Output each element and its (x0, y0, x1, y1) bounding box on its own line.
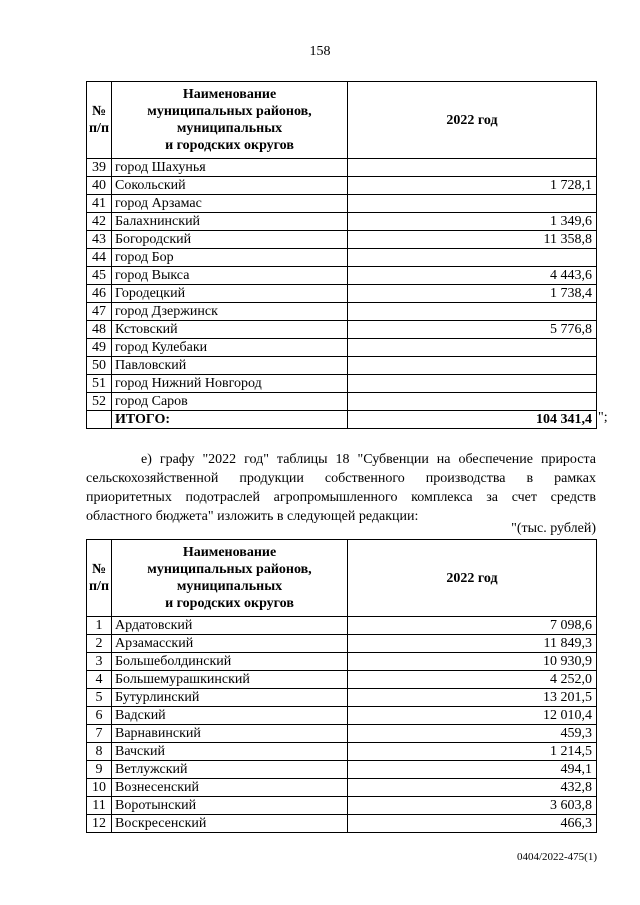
district-name: Большеболдинский (112, 653, 348, 671)
row-number: 43 (87, 231, 112, 249)
district-name: Вачский (112, 743, 348, 761)
paragraph-text: е) графу "2022 год" таблицы 18 "Субвенции на обеспечение прироста сельскохозяйственной продукции собственного производства в рамках приоритетных подотраслей агропромышленного комплекса за счет средств областного бюджета" изложить в следующей редакции: (86, 452, 596, 524)
subsidies-table-18 (86, 539, 597, 833)
district-name: Воротынский (112, 797, 348, 815)
header-name-line: муниципальных (176, 579, 283, 594)
row-number: 4 (87, 671, 112, 689)
row-value (348, 357, 597, 375)
district-name: город Нижний Новгород (112, 375, 348, 393)
district-name: Варнавинский (112, 725, 348, 743)
row-value: 466,3 (348, 815, 597, 833)
row-number: 11 (87, 797, 112, 815)
row-value: 494,1 (348, 761, 597, 779)
row-value: 4 252,0 (348, 671, 597, 689)
table-row (87, 339, 597, 357)
table-row (87, 267, 597, 285)
district-name: город Шахунья (112, 159, 348, 177)
district-name: город Саров (112, 393, 348, 411)
header-name-line: и городских округов (165, 596, 294, 611)
row-number: 2 (87, 635, 112, 653)
row-value: 5 776,8 (348, 321, 597, 339)
row-number: 42 (87, 213, 112, 231)
total-value: 104 341,4 (348, 411, 597, 429)
subsidies-table-continued (86, 81, 597, 429)
district-name: Вадский (112, 707, 348, 725)
table-row (87, 213, 597, 231)
row-value (348, 339, 597, 357)
row-number: 49 (87, 339, 112, 357)
row-value: 11 358,8 (348, 231, 597, 249)
row-value: 1 738,4 (348, 285, 597, 303)
amendment-paragraph (86, 450, 596, 526)
header-year: 2022 год (348, 540, 597, 617)
district-name: Воскресенский (112, 815, 348, 833)
row-number: 7 (87, 725, 112, 743)
header-name (112, 540, 348, 617)
district-name: Балахнинский (112, 213, 348, 231)
unit-label: "(тыс. рублей) (511, 521, 596, 536)
header-name (112, 82, 348, 159)
total-row (87, 411, 597, 429)
table-row (87, 285, 597, 303)
district-name: Богородский (112, 231, 348, 249)
table-row (87, 707, 597, 725)
district-name: город Бор (112, 249, 348, 267)
row-value: 1 728,1 (348, 177, 597, 195)
row-value (348, 303, 597, 321)
table-row (87, 743, 597, 761)
district-name: город Дзержинск (112, 303, 348, 321)
district-name: Городецкий (112, 285, 348, 303)
row-number: 1 (87, 617, 112, 635)
table-row (87, 375, 597, 393)
row-number: 44 (87, 249, 112, 267)
row-number: 41 (87, 195, 112, 213)
district-name: город Арзамас (112, 195, 348, 213)
table-row (87, 357, 597, 375)
table-row (87, 725, 597, 743)
district-name: Большемурашкинский (112, 671, 348, 689)
header-name-line: муниципальных районов, (147, 104, 312, 119)
row-value: 7 098,6 (348, 617, 597, 635)
table-row (87, 195, 597, 213)
header-year: 2022 год (348, 82, 597, 159)
district-name: Бутурлинский (112, 689, 348, 707)
row-number: 6 (87, 707, 112, 725)
header-num: № п/п (87, 82, 112, 159)
table-row (87, 393, 597, 411)
table-header-row (87, 540, 597, 617)
row-number: 39 (87, 159, 112, 177)
row-value: 11 849,3 (348, 635, 597, 653)
row-value (348, 249, 597, 267)
header-name-line: Наименование (182, 545, 277, 560)
row-value (348, 375, 597, 393)
table-row (87, 177, 597, 195)
header-name-line: Наименование (182, 87, 277, 102)
row-value: 12 010,4 (348, 707, 597, 725)
table-row (87, 797, 597, 815)
total-num-cell (87, 411, 112, 429)
row-number: 40 (87, 177, 112, 195)
row-number: 47 (87, 303, 112, 321)
district-name: Сокольский (112, 177, 348, 195)
table-row (87, 653, 597, 671)
closing-quote: "; (598, 410, 608, 425)
row-number: 9 (87, 761, 112, 779)
row-value (348, 159, 597, 177)
header-name-line: муниципальных районов, (147, 562, 312, 577)
district-name: Ветлужский (112, 761, 348, 779)
table-row (87, 815, 597, 833)
row-number: 10 (87, 779, 112, 797)
table-row (87, 321, 597, 339)
row-value: 1 214,5 (348, 743, 597, 761)
table-row (87, 689, 597, 707)
district-name: город Выкса (112, 267, 348, 285)
row-value: 13 201,5 (348, 689, 597, 707)
document-code: 0404/2022-475(1) (516, 851, 597, 863)
row-number: 52 (87, 393, 112, 411)
table-header-row (87, 82, 597, 159)
table-row (87, 303, 597, 321)
row-number: 12 (87, 815, 112, 833)
district-name: Ардатовский (112, 617, 348, 635)
row-number: 46 (87, 285, 112, 303)
table-row (87, 761, 597, 779)
table-row (87, 779, 597, 797)
header-name-line: и городских округов (165, 138, 294, 153)
table-body-1 (87, 82, 597, 429)
page-number: 158 (309, 44, 331, 59)
row-number: 8 (87, 743, 112, 761)
row-value (348, 195, 597, 213)
row-number: 3 (87, 653, 112, 671)
row-value: 459,3 (348, 725, 597, 743)
district-name: город Кулебаки (112, 339, 348, 357)
table-row (87, 249, 597, 267)
table-row (87, 231, 597, 249)
table-row (87, 159, 597, 177)
row-number: 51 (87, 375, 112, 393)
district-name: Вознесенский (112, 779, 348, 797)
header-num: № п/п (87, 540, 112, 617)
row-value: 3 603,8 (348, 797, 597, 815)
table-body-2 (87, 540, 597, 833)
row-value: 432,8 (348, 779, 597, 797)
row-number: 45 (87, 267, 112, 285)
row-number: 50 (87, 357, 112, 375)
row-number: 5 (87, 689, 112, 707)
table-row (87, 635, 597, 653)
district-name: Кстовский (112, 321, 348, 339)
table-row (87, 617, 597, 635)
total-label: ИТОГО: (112, 411, 348, 429)
district-name: Арзамасский (112, 635, 348, 653)
header-name-line: муниципальных (176, 121, 283, 136)
row-value: 10 930,9 (348, 653, 597, 671)
row-number: 48 (87, 321, 112, 339)
district-name: Павловский (112, 357, 348, 375)
row-value: 4 443,6 (348, 267, 597, 285)
table-row (87, 671, 597, 689)
row-value (348, 393, 597, 411)
row-value: 1 349,6 (348, 213, 597, 231)
